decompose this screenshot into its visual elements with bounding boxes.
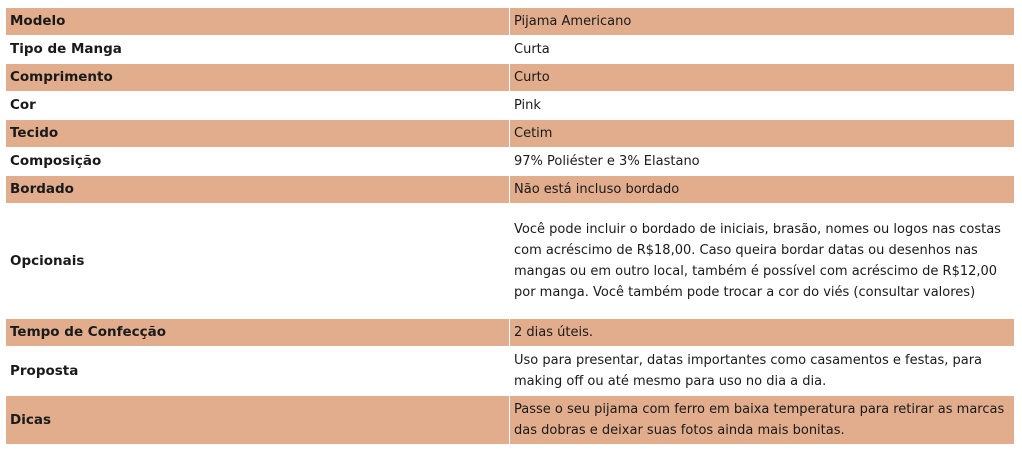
spec-value: Curta (510, 36, 1014, 63)
spec-label: Tempo de Confecção (6, 319, 510, 346)
spec-value: Você pode incluir o bordado de iniciais, brasão, nomes ou logos nas costas com acréscimo de R$18,00. Caso queira bordar datas ou desenhos nas mangas ou em outro local, também é possível com acréscimo de R$12,00 por manga. Você também pode trocar a cor do viés (consultar valores) (510, 204, 1014, 318)
spec-row-dicas (6, 396, 1014, 444)
spec-label: Comprimento (6, 64, 510, 91)
spec-row-composicao (6, 148, 1014, 175)
spec-row-comprimento (6, 64, 1014, 91)
spec-row-modelo (6, 8, 1014, 35)
spec-row-cor (6, 92, 1014, 119)
spec-label: Bordado (6, 176, 510, 203)
product-spec-table (6, 7, 1014, 445)
spec-value: Curto (510, 64, 1014, 91)
spec-label: Composição (6, 148, 510, 175)
spec-label: Dicas (6, 396, 510, 444)
spec-label: Tipo de Manga (6, 36, 510, 63)
spec-label: Cor (6, 92, 510, 119)
spec-value: Cetim (510, 120, 1014, 147)
spec-value: 97% Poliéster e 3% Elastano (510, 148, 1014, 175)
spec-label: Modelo (6, 8, 510, 35)
spec-label: Opcionais (6, 204, 510, 318)
spec-value: Passe o seu pijama com ferro em baixa temperatura para retirar as marcas das dobras e deixar suas fotos ainda mais bonitas. (510, 396, 1014, 444)
spec-value: Uso para presentar, datas importantes como casamentos e festas, para making off ou até mesmo para uso no dia a dia. (510, 347, 1014, 395)
spec-row-opcionais (6, 204, 1014, 318)
spec-row-bordado (6, 176, 1014, 203)
spec-value: Pijama Americano (510, 8, 1014, 35)
spec-row-proposta (6, 347, 1014, 395)
spec-value: Pink (510, 92, 1014, 119)
spec-value: Não está incluso bordado (510, 176, 1014, 203)
spec-row-tecido (6, 120, 1014, 147)
spec-row-tipo-de-manga (6, 36, 1014, 63)
spec-label: Proposta (6, 347, 510, 395)
spec-value: 2 dias úteis. (510, 319, 1014, 346)
spec-row-tempo-de-confeccao (6, 319, 1014, 346)
spec-label: Tecido (6, 120, 510, 147)
